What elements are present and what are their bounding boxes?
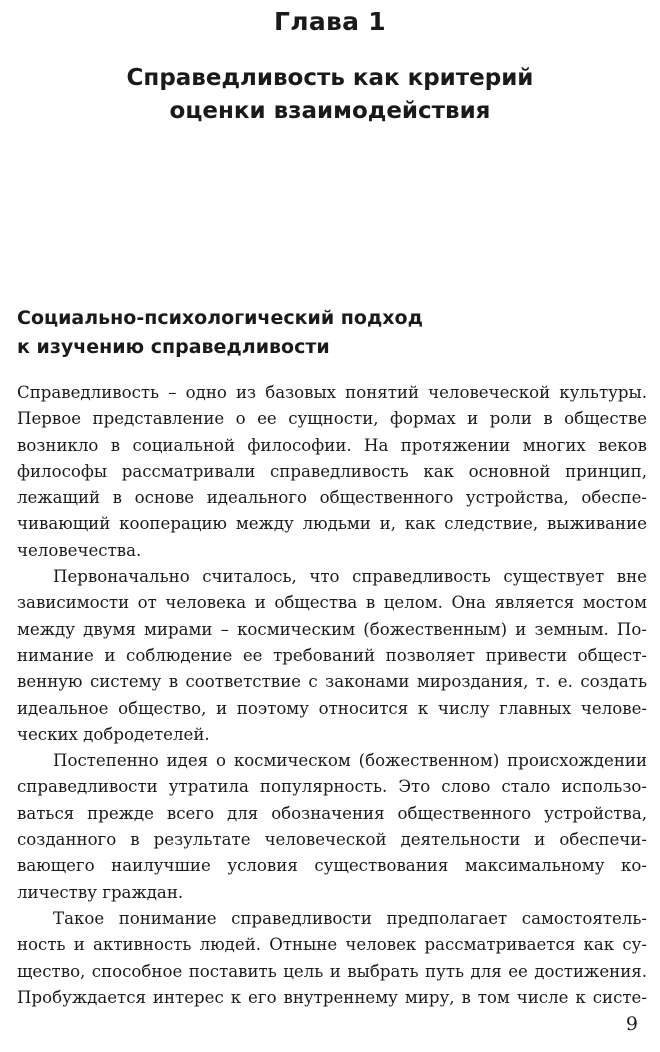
text-line: возникло в социальной философии. На протяжении многих веков bbox=[17, 435, 647, 455]
chapter-title-line: оценки взаимодействия bbox=[169, 98, 491, 124]
text-line: созданного в результате человеческой деятельности и обеспечи- bbox=[17, 830, 647, 850]
text-line: справедливости утратила популярность. Это слово стало использо- bbox=[17, 777, 647, 797]
body-text bbox=[17, 380, 647, 1011]
text-line: Первоначально считалось, что справедливость существует вне bbox=[53, 567, 647, 587]
text-line: ческих добродетелей. bbox=[17, 724, 210, 744]
text-line: ваться прежде всего для обозначения общественного устройства, bbox=[17, 803, 647, 823]
text-line: идеальное общество, и поэтому относится к числу главных челове- bbox=[17, 698, 647, 718]
text-line: нимание и соблюдение ее требований позволяет привести общест- bbox=[17, 645, 647, 665]
section-title-line: Социально-психологический подход bbox=[17, 307, 423, 329]
text-line: венную систему в соответствие с законами мироздания, т. е. создать bbox=[17, 672, 647, 692]
text-line: Постепенно идея о космическом (божественном) происхождении bbox=[53, 751, 647, 771]
text-line: лежащий в основе идеального общественного устройства, обеспе- bbox=[17, 488, 647, 508]
section-title bbox=[17, 304, 423, 362]
text-line: Справедливость – одно из базовых понятий человеческой культуры. bbox=[17, 383, 647, 402]
paragraph bbox=[17, 748, 647, 906]
paragraph bbox=[17, 906, 647, 1011]
paragraph bbox=[17, 380, 647, 564]
text-line: щество, способное поставить цель и выбрать путь для ее достижения. bbox=[17, 961, 647, 981]
text-line: зависимости от человека и общества в целом. Она является мостом bbox=[17, 593, 647, 613]
paragraph bbox=[17, 564, 647, 748]
text-line: чивающий кооперацию между людьми и, как следствие, выживание bbox=[17, 514, 647, 534]
text-line: человечества. bbox=[17, 540, 142, 560]
chapter-title bbox=[0, 62, 660, 128]
page-number: 9 bbox=[625, 1013, 638, 1035]
text-line: вающего наилучшие условия существования максимальному ко- bbox=[17, 856, 647, 876]
text-line: Пробуждается интерес к его внутреннему миру, в том числе к систе- bbox=[17, 987, 647, 1007]
text-line: между двумя мирами – космическим (божественным) и земным. По- bbox=[17, 619, 647, 639]
text-line: Такое понимание справедливости предполагает самостоятель- bbox=[53, 908, 647, 928]
chapter-title-line: Справедливость как критерий bbox=[126, 65, 534, 91]
text-line: личеству граждан. bbox=[17, 882, 184, 902]
section-title-line: к изучению справедливости bbox=[17, 336, 330, 358]
chapter-label: Глава 1 bbox=[274, 7, 386, 36]
text-line: философы рассматривали справедливость как основной принцип, bbox=[17, 461, 647, 481]
text-line: ность и активность людей. Отныне человек рассматривается как су- bbox=[17, 935, 647, 955]
text-line: Первое представление о ее сущности, формах и роли в обществе bbox=[17, 409, 647, 429]
